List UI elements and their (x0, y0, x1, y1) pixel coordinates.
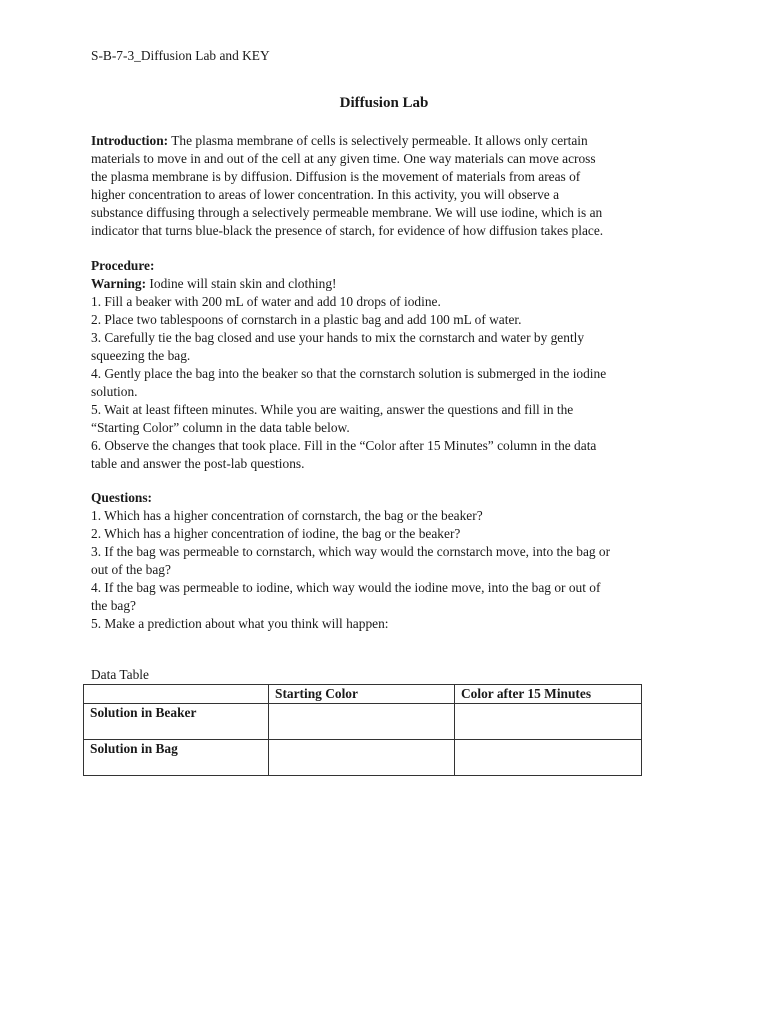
question-line: 5. Make a prediction about what you think will happen: (91, 616, 389, 631)
procedure-line: 2. Place two tablespoons of cornstarch in a plastic bag and add 100 mL of water. (91, 312, 522, 327)
question-line: 3. If the bag was permeable to cornstarch, which way would the cornstarch move, into the bag or (91, 544, 611, 559)
table-cell (455, 740, 642, 776)
procedure-line: “Starting Color” column in the data table below. (91, 420, 350, 435)
page-title: Diffusion Lab (339, 95, 429, 111)
table-row (84, 704, 642, 740)
procedure-line: squeezing the bag. (91, 348, 191, 363)
procedure-line: 1. Fill a beaker with 200 mL of water and add 10 drops of iodine. (91, 294, 441, 309)
intro-line: the plasma membrane is by diffusion. Diffusion is the movement of materials from areas of (91, 169, 581, 184)
table-header-starting-color: Starting Color (269, 685, 455, 704)
table-cell (269, 704, 455, 740)
procedure-section (91, 257, 691, 473)
intro-line: substance diffusing through a selectively permeable membrane. We will use iodine, which is an (91, 205, 603, 220)
data-table (83, 684, 642, 776)
data-table-label: Data Table (91, 667, 149, 682)
table-cell (269, 740, 455, 776)
intro-text: The plasma membrane of cells is selectively permeable. It allows only certain (168, 133, 588, 148)
row-label-bag: Solution in Bag (84, 740, 269, 776)
question-line: the bag? (91, 598, 136, 613)
warning-label: Warning: (91, 276, 147, 291)
table-row (84, 740, 642, 776)
procedure-heading: Procedure: (91, 258, 155, 273)
warning-text: Iodine will stain skin and clothing! (146, 276, 337, 291)
question-line: 2. Which has a higher concentration of iodine, the bag or the beaker? (91, 526, 461, 541)
question-line: 4. If the bag was permeable to iodine, which way would the iodine move, into the bag or out of (91, 580, 601, 595)
procedure-line: 6. Observe the changes that took place. Fill in the “Color after 15 Minutes” column in the data (91, 438, 597, 453)
questions-heading: Questions: (91, 490, 153, 505)
introduction-section (91, 132, 691, 240)
table-header-color-after: Color after 15 Minutes (455, 685, 642, 704)
intro-line: higher concentration to areas of lower concentration. In this activity, you will observe a (91, 187, 560, 202)
intro-line: materials to move in and out of the cell at any given time. One way materials can move across (91, 151, 596, 166)
intro-label: Introduction: (91, 133, 169, 148)
row-label-beaker: Solution in Beaker (84, 704, 269, 740)
table-header-cell (84, 685, 269, 704)
table-cell (455, 704, 642, 740)
questions-section (91, 489, 691, 633)
procedure-line: table and answer the post-lab questions. (91, 456, 305, 471)
document-header: S-B-7-3_Diffusion Lab and KEY (91, 48, 270, 63)
procedure-line: 5. Wait at least fifteen minutes. While you are waiting, answer the questions and fill in the (91, 402, 574, 417)
intro-line: indicator that turns blue-black the presence of starch, for evidence of how diffusion takes place. (91, 223, 604, 238)
intro-line (91, 132, 691, 150)
question-line: out of the bag? (91, 562, 171, 577)
procedure-line: 4. Gently place the bag into the beaker so that the cornstarch solution is submerged in the iodine (91, 366, 607, 381)
procedure-line: solution. (91, 384, 138, 399)
table-header-row (84, 685, 642, 704)
warning-line (91, 275, 691, 293)
procedure-line: 3. Carefully tie the bag closed and use your hands to mix the cornstarch and water by gently (91, 330, 585, 345)
question-line: 1. Which has a higher concentration of cornstarch, the bag or the beaker? (91, 508, 483, 523)
